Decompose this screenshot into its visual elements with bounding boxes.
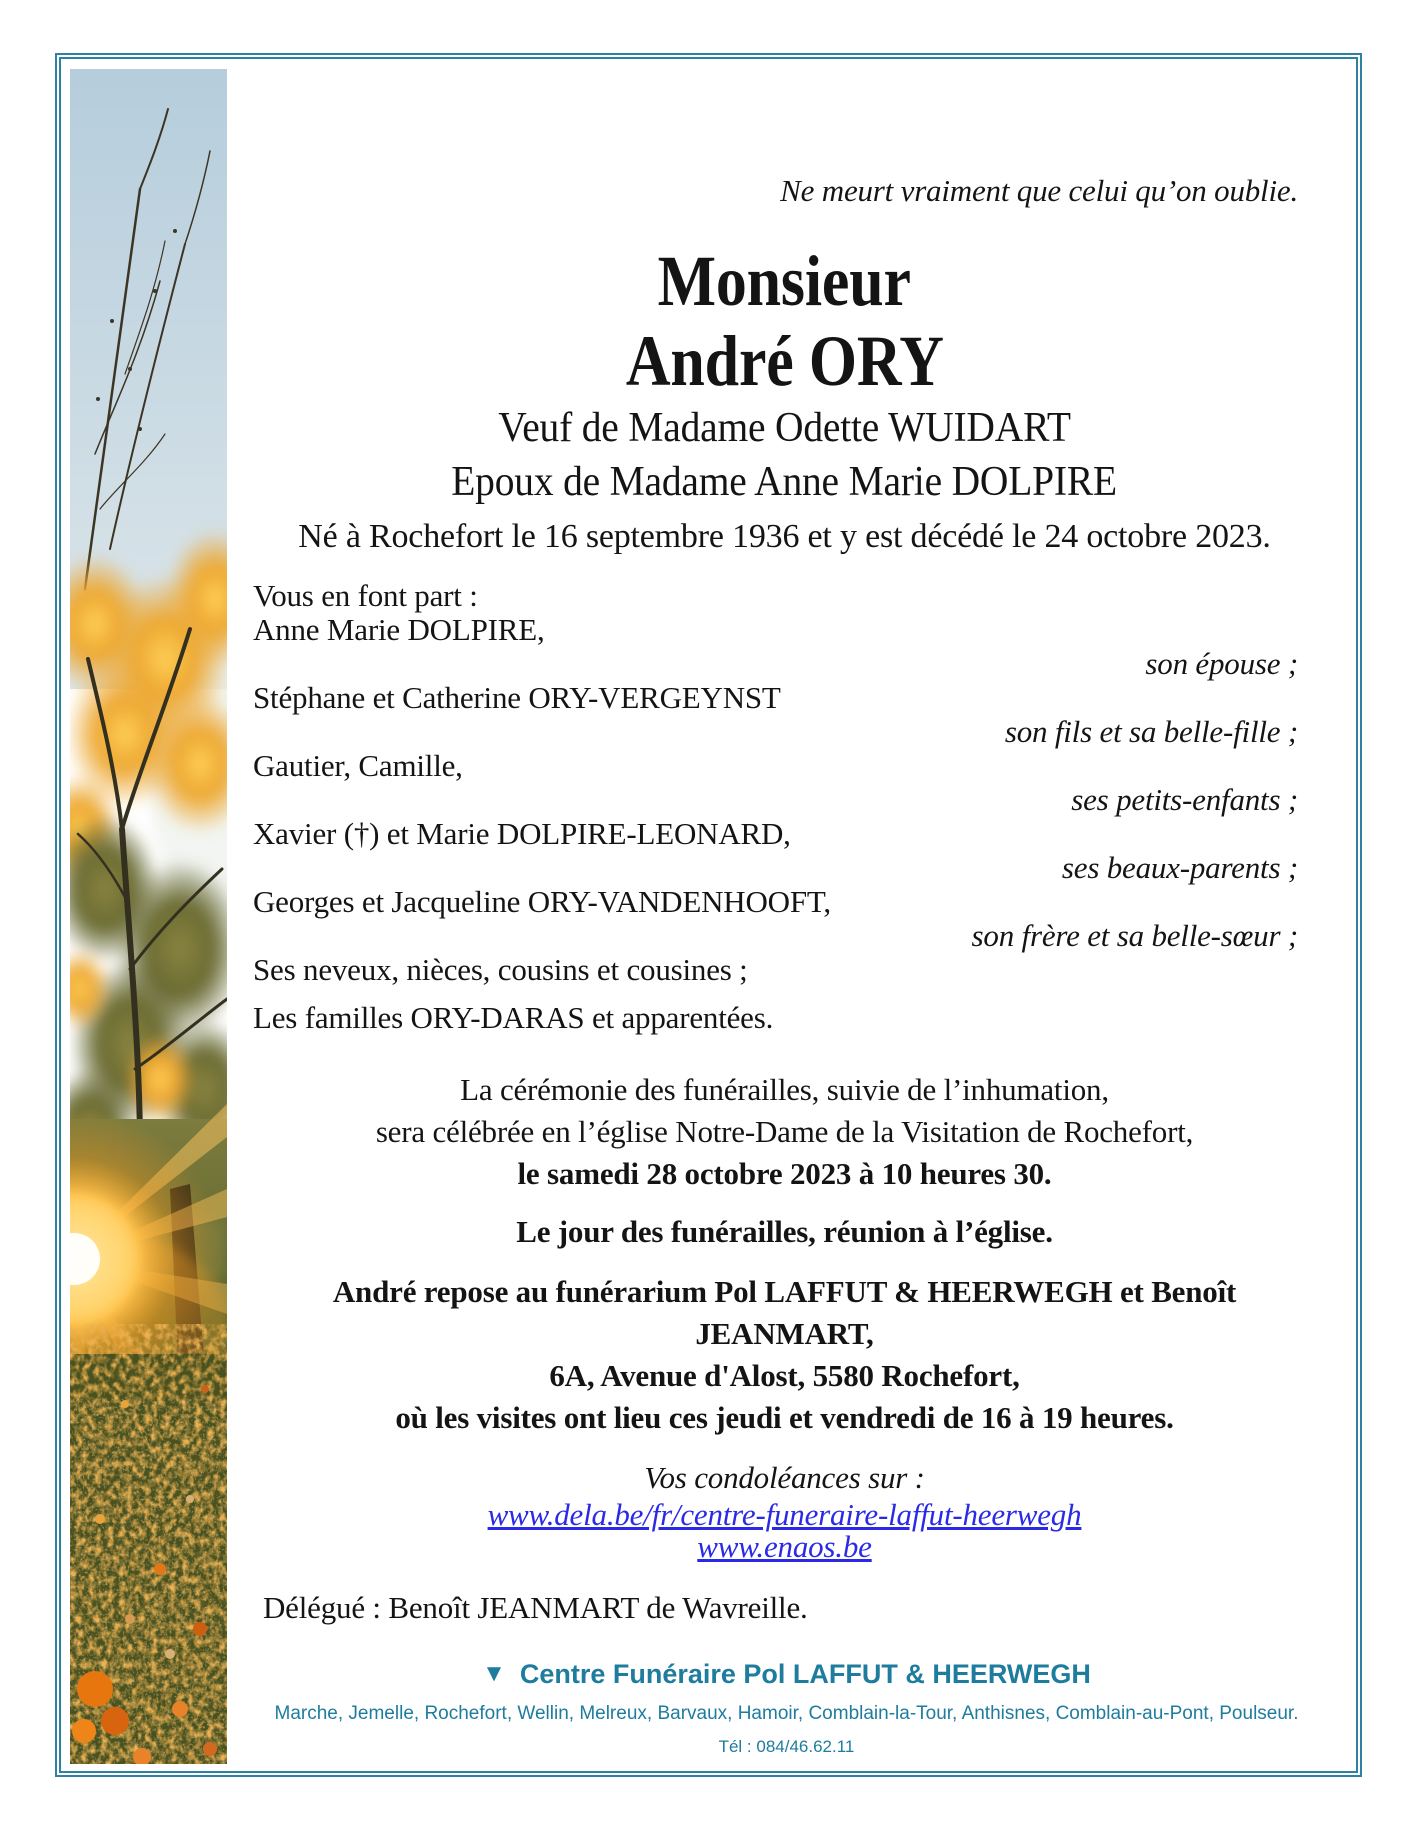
repose-block	[253, 1271, 1316, 1439]
widower-line: Veuf de Madame Odette WUIDART	[498, 405, 1071, 451]
footer-phone: Tél : 084/46.62.11	[718, 1737, 855, 1756]
title-block	[253, 241, 1316, 559]
footer-locations: Marche, Jemelle, Rochefort, Wellin, Melreux, Barvaux, Hamoir, Comblain-la-Tour, Anthisnes, Comblain-au-Pont, Poulseur.	[274, 1703, 1299, 1724]
ceremony-date-line: le samedi 28 octobre 2023 à 10 heures 30.	[517, 1156, 1052, 1191]
other-relatives: Ses neveux, nièces, cousins et cousines ;	[253, 952, 748, 987]
title-honorific: Monsieur	[657, 241, 912, 321]
funeral-home-footer	[227, 1659, 1346, 1757]
repose-address: 6A, Avenue d'Alost, 5580 Rochefort,	[549, 1358, 1020, 1393]
family-relation: son fils et sa belle-fille ;	[1004, 714, 1298, 749]
family-relation: ses petits-enfants ;	[1071, 782, 1298, 817]
autumn-photo	[70, 69, 227, 1764]
family-relation: son frère et sa belle-sœur ;	[971, 918, 1298, 953]
condolences-label: Vos condoléances sur :	[644, 1460, 925, 1495]
repose-visits: où les visites ont lieu ces jeudi et vendredi de 16 à 19 heures.	[395, 1400, 1174, 1435]
ceremony-block	[253, 1069, 1316, 1195]
down-triangle-icon: ▼	[482, 1660, 506, 1687]
meeting-line: Le jour des funérailles, réunion à l’église.	[516, 1214, 1053, 1249]
family-names: Gautier, Camille,	[253, 748, 463, 783]
related-families: Les familles ORY-DARAS et apparentées.	[253, 1000, 774, 1035]
deceased-name: André ORY	[625, 321, 944, 401]
memorial-quote: Ne meurt vraiment que celui qu’on oublie.	[780, 173, 1298, 208]
spouse-line: Epoux de Madame Anne Marie DOLPIRE	[451, 459, 1118, 505]
condolences-link-enaos[interactable]: www.enaos.be	[697, 1529, 872, 1564]
notice-content	[227, 59, 1356, 1771]
ceremony-line: La cérémonie des funérailles, suivie de l’inhumation,	[460, 1072, 1109, 1107]
repose-line: André repose au funérarium Pol LAFFUT & HEERWEGH et Benoît JEANMART,	[332, 1274, 1237, 1351]
delegate-line: Délégué : Benoît JEANMART de Wavreille.	[263, 1590, 808, 1625]
family-names: Stéphane et Catherine ORY-VERGEYNST	[253, 680, 781, 715]
page-border-frame	[55, 53, 1362, 1777]
ceremony-line: sera célébrée en l’église Notre-Dame de la Visitation de Rochefort,	[375, 1114, 1194, 1149]
footer-company-line	[227, 1659, 1346, 1689]
condolences-block	[253, 1457, 1316, 1563]
life-dates: Né à Rochefort le 16 septembre 1936 et y est décédé le 24 octobre 2023.	[298, 518, 1271, 555]
family-names: Anne Marie DOLPIRE,	[253, 612, 545, 647]
announcement-list	[253, 579, 1316, 1035]
family-relation: ses beaux-parents ;	[1061, 850, 1298, 885]
announcement-intro: Vous en font part :	[253, 578, 478, 613]
family-names: Georges et Jacqueline ORY-VANDENHOOFT,	[253, 884, 831, 919]
family-relation: son épouse ;	[1145, 646, 1298, 681]
footer-company-name: Centre Funéraire Pol LAFFUT & HEERWEGH	[519, 1659, 1091, 1689]
condolences-link-dela[interactable]: www.dela.be/fr/centre-funeraire-laffut-heerwegh	[487, 1497, 1082, 1532]
family-names: Xavier (†) et Marie DOLPIRE-LEONARD,	[253, 816, 791, 851]
